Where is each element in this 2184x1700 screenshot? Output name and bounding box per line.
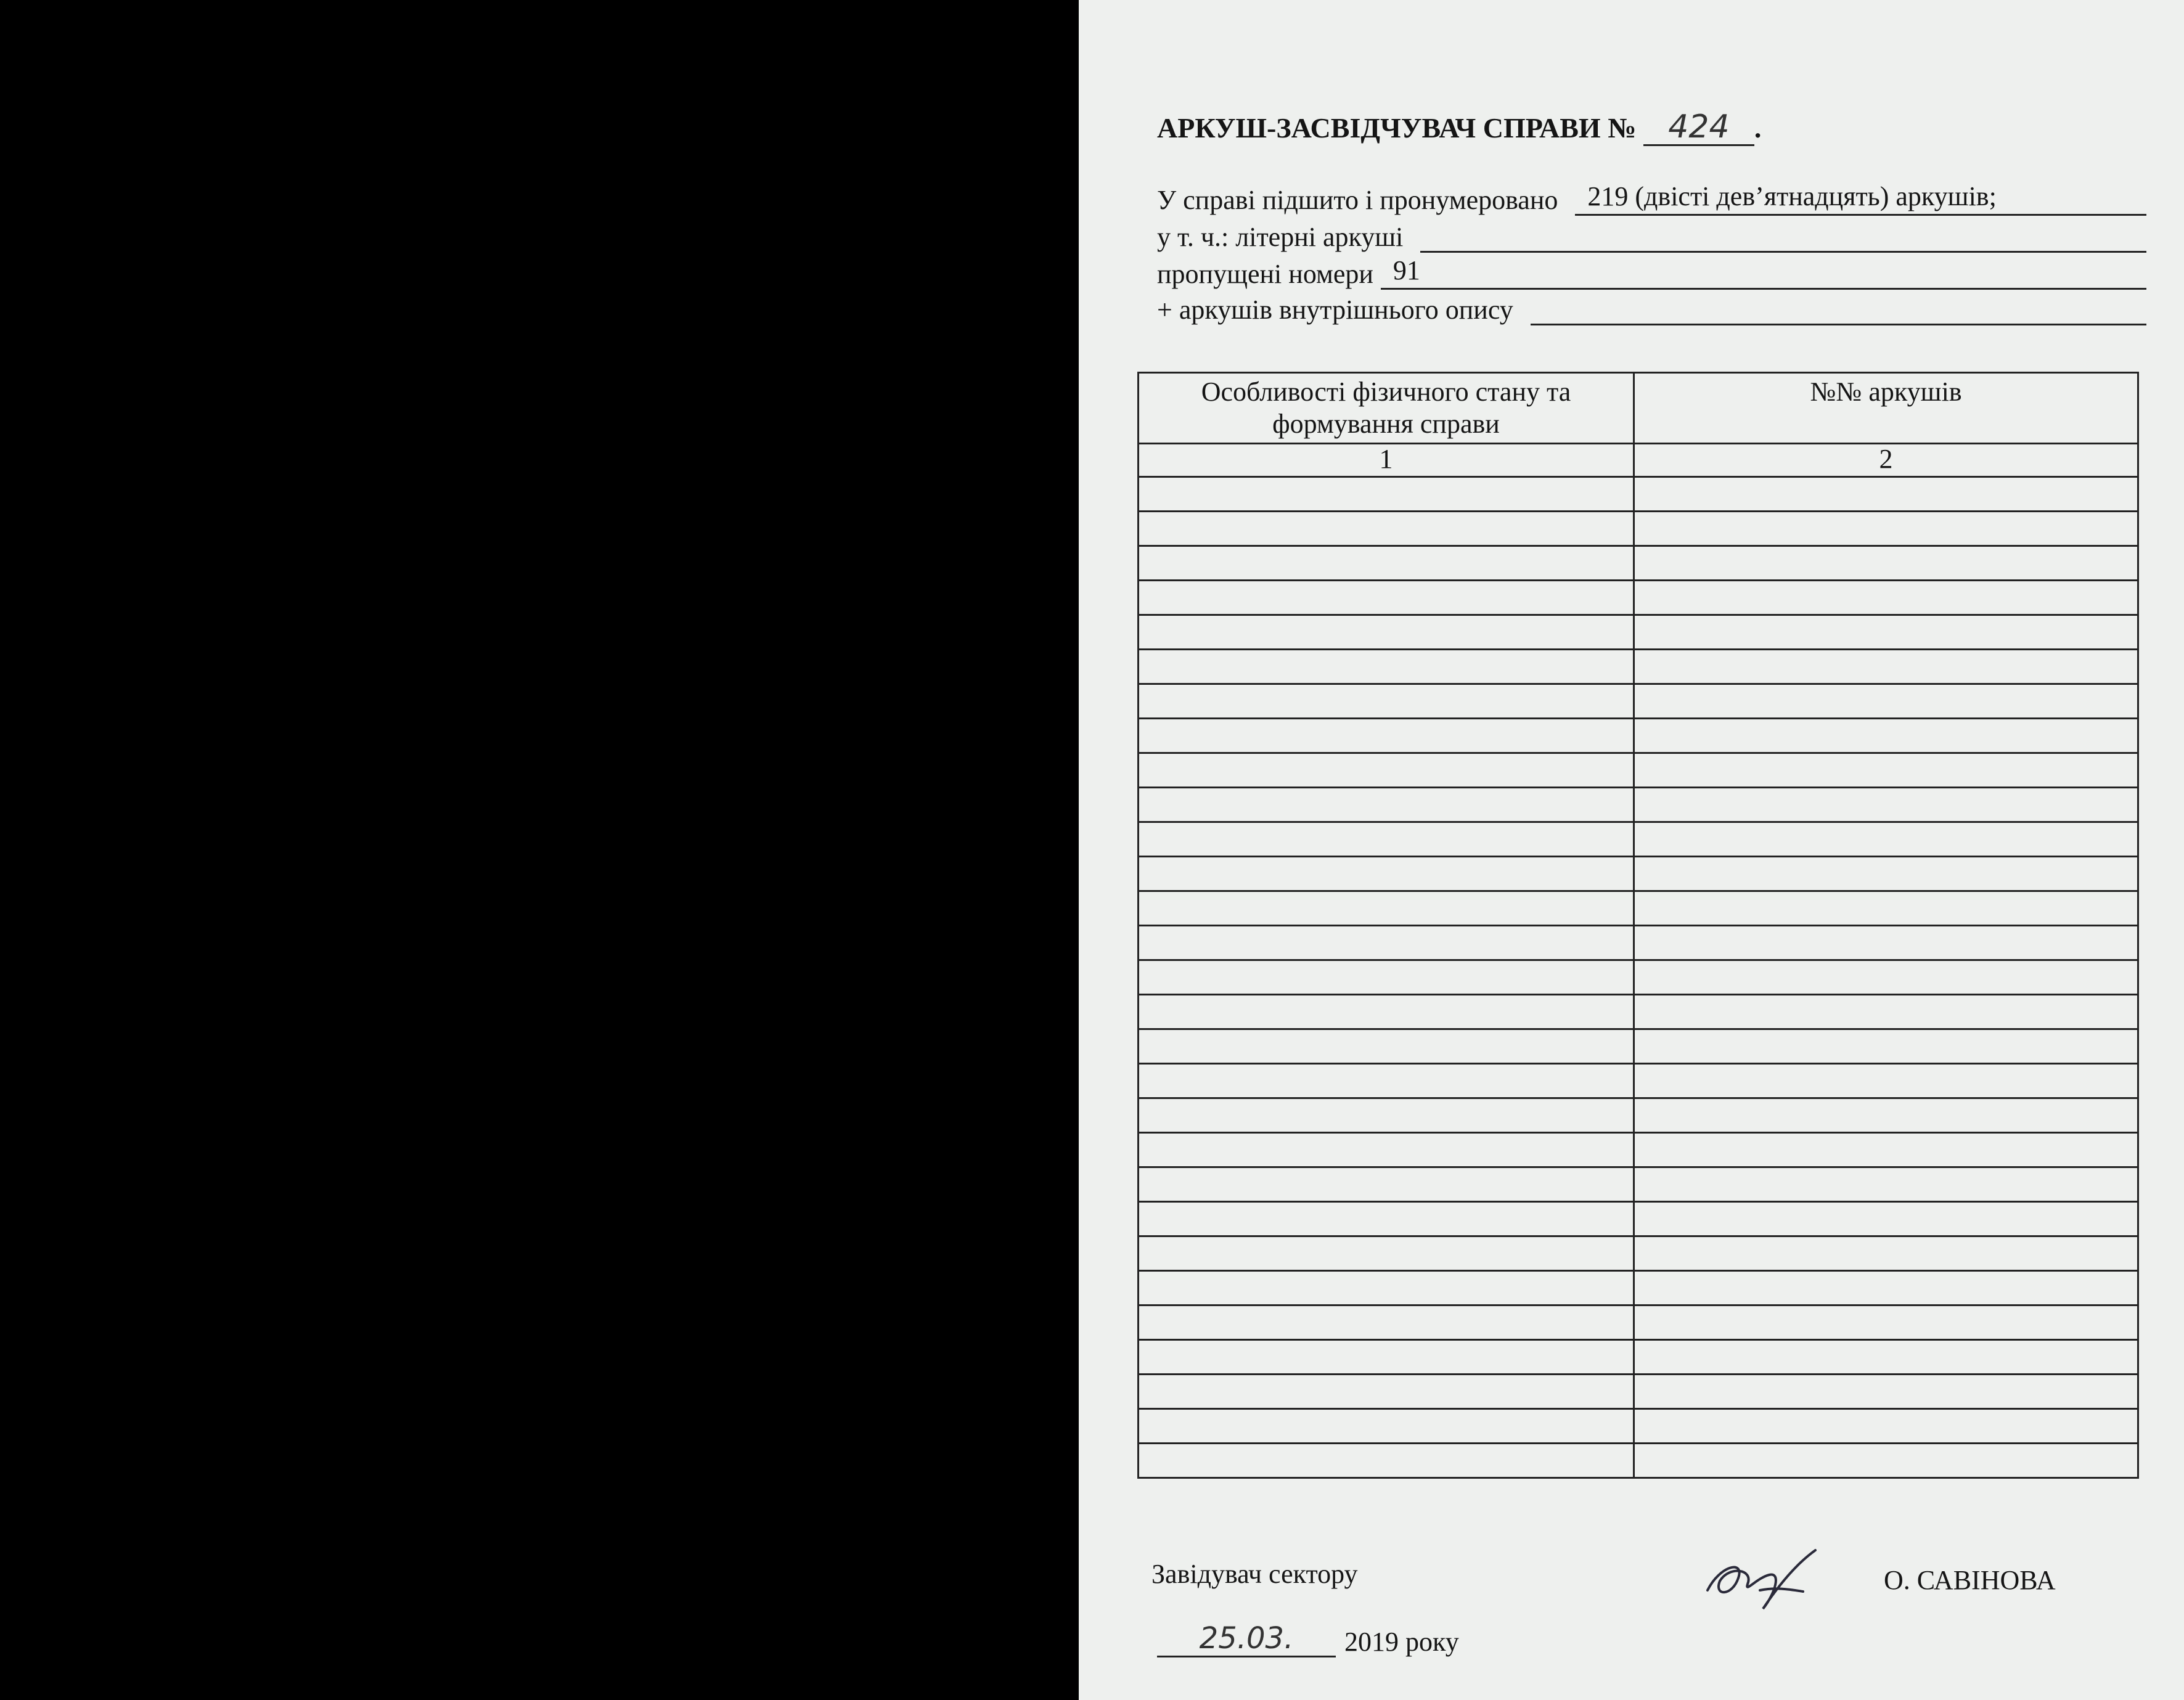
table-row (1139, 650, 2138, 684)
case-number: 424 (1643, 110, 1754, 146)
scan-background (0, 0, 1079, 1700)
field-label: + аркушів внутрішнього опису (1157, 295, 1513, 325)
table-cell (1634, 650, 2138, 684)
table-cell (1139, 960, 1634, 995)
table-cell (1139, 857, 1634, 891)
signature-date (1157, 1621, 1459, 1657)
field-letter-sheets (1157, 216, 2146, 253)
table-header-condition: Особливості фізичного стану та формування справи (1139, 373, 1634, 444)
table-row (1139, 891, 2138, 926)
field-value (1531, 292, 2146, 325)
table-row (1139, 1029, 2138, 1064)
table-row (1139, 719, 2138, 753)
table-row (1139, 1306, 2138, 1340)
table-cell (1634, 684, 2138, 719)
table-cell (1139, 1202, 1634, 1236)
table-cell (1634, 891, 2138, 926)
table-cell (1139, 1167, 1634, 1202)
field-value: 91 (1381, 256, 2146, 290)
table-cell (1634, 546, 2138, 581)
table-cell (1139, 477, 1634, 512)
table-row (1139, 581, 2138, 615)
table-cell (1139, 1444, 1634, 1478)
table-cell (1139, 581, 1634, 615)
table-row (1139, 995, 2138, 1029)
date-year: 2019 року (1344, 1627, 1459, 1657)
table-cell (1139, 1340, 1634, 1375)
field-label: пропущені номери (1157, 259, 1373, 289)
table-row (1139, 477, 2138, 512)
table-row (1139, 684, 2138, 719)
field-value (1420, 219, 2146, 253)
table-cell (1139, 788, 1634, 822)
column-number: 2 (1634, 444, 2138, 477)
table-row (1139, 822, 2138, 857)
table-row (1139, 1064, 2138, 1098)
table-cell (1634, 960, 2138, 995)
table-row (1139, 1271, 2138, 1306)
table-cell (1139, 1306, 1634, 1340)
table-row (1139, 1202, 2138, 1236)
table-row (1139, 1444, 2138, 1478)
table-cell (1634, 1340, 2138, 1375)
field-sheets-count (1157, 179, 2146, 216)
date-handwritten: 25.03. (1157, 1621, 1336, 1657)
table-cell (1634, 512, 2138, 546)
table-cell (1139, 1064, 1634, 1098)
table-row (1139, 1409, 2138, 1444)
table-cell (1139, 1098, 1634, 1133)
table-cell (1634, 719, 2138, 753)
table-row (1139, 788, 2138, 822)
table-cell (1139, 1271, 1634, 1306)
table-cell (1139, 1029, 1634, 1064)
field-label: У справі підшито і пронумеровано (1157, 185, 1558, 215)
table-cell (1634, 1064, 2138, 1098)
title-text: АРКУШ-ЗАСВІДЧУВАЧ СПРАВИ № (1157, 112, 1637, 144)
table-cell (1634, 1375, 2138, 1409)
table-cell (1139, 891, 1634, 926)
table-cell (1634, 1167, 2138, 1202)
document-sheet (1079, 0, 2184, 1700)
table-row (1139, 960, 2138, 995)
table-row (1139, 1236, 2138, 1271)
table-cell (1139, 512, 1634, 546)
title-suffix: . (1754, 112, 1762, 144)
signature-position: Завідувач сектору (1151, 1559, 1358, 1589)
table-cell (1634, 1098, 2138, 1133)
handwritten-signature (1695, 1541, 1825, 1615)
table-row (1139, 512, 2138, 546)
document-title (1157, 110, 1761, 146)
table-cell (1139, 1375, 1634, 1409)
table-cell (1634, 581, 2138, 615)
field-missing-numbers (1157, 253, 2146, 290)
table-row (1139, 857, 2138, 891)
table-cell (1634, 1444, 2138, 1478)
table-cell (1139, 719, 1634, 753)
field-label: у т. ч.: літерні аркуші (1157, 222, 1404, 252)
table-cell (1634, 753, 2138, 788)
table-row (1139, 1340, 2138, 1375)
table-cell (1634, 1306, 2138, 1340)
table-cell (1139, 822, 1634, 857)
table-cell (1139, 1409, 1634, 1444)
table-cell (1634, 822, 2138, 857)
table-row (1139, 926, 2138, 960)
table-header-sheet-numbers: №№ аркушів (1634, 373, 2138, 444)
table-row (1139, 1098, 2138, 1133)
table-cell (1634, 926, 2138, 960)
table-cell (1139, 1133, 1634, 1167)
table-cell (1634, 1236, 2138, 1271)
table-row (1139, 753, 2138, 788)
table-cell (1139, 1236, 1634, 1271)
table-cell (1634, 1271, 2138, 1306)
table-cell (1634, 1029, 2138, 1064)
field-inventory-sheets (1157, 288, 2146, 325)
table-cell (1139, 615, 1634, 650)
table-cell (1139, 650, 1634, 684)
column-number: 1 (1139, 444, 1634, 477)
field-value: 219 (двісті дев’ятнадцять) аркушів; (1575, 182, 2146, 216)
table-row (1139, 615, 2138, 650)
table-cell (1139, 546, 1634, 581)
signatory-name: О. САВІНОВА (1884, 1565, 2056, 1595)
table-row (1139, 1133, 2138, 1167)
table-cell (1634, 477, 2138, 512)
table-cell (1139, 684, 1634, 719)
table-row (1139, 546, 2138, 581)
table-cell (1634, 615, 2138, 650)
table-cell (1634, 1133, 2138, 1167)
table-cell (1634, 788, 2138, 822)
table-row (1139, 1375, 2138, 1409)
table-cell (1634, 857, 2138, 891)
table-cell (1139, 995, 1634, 1029)
table-cell (1634, 1409, 2138, 1444)
table-cell (1139, 753, 1634, 788)
condition-table (1137, 372, 2139, 1479)
table-cell (1634, 1202, 2138, 1236)
table-cell (1634, 995, 2138, 1029)
table-cell (1139, 926, 1634, 960)
table-row (1139, 1167, 2138, 1202)
